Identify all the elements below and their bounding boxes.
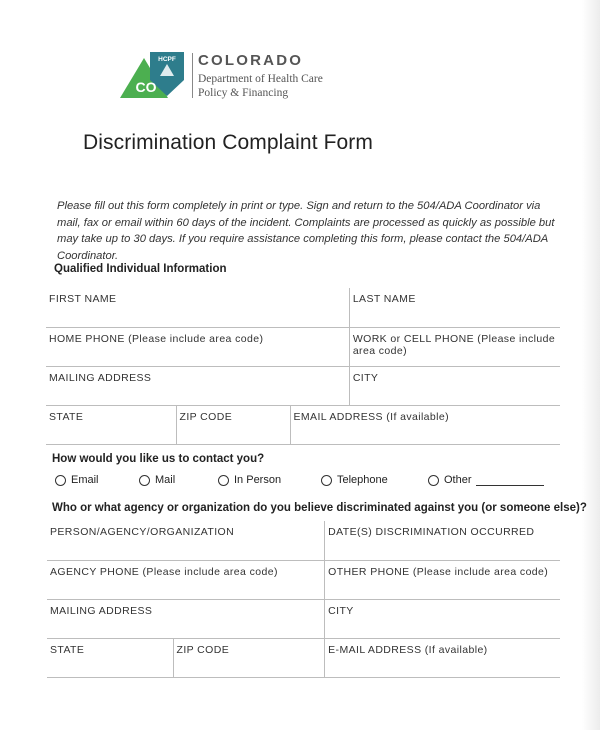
work-phone-label: WORK or CELL PHONE (Please include area code) — [352, 332, 556, 357]
other-phone-field[interactable] — [325, 560, 560, 599]
last-name-field[interactable] — [349, 288, 560, 327]
other-blank-line[interactable] — [476, 475, 544, 486]
agency-city-field[interactable] — [325, 599, 560, 638]
agency-table — [47, 521, 560, 678]
first-name-label: FIRST NAME — [49, 293, 117, 305]
radio-email[interactable] — [55, 475, 66, 486]
logo-dept-line1: Department of Health Care — [198, 73, 323, 85]
logo-divider — [192, 53, 193, 98]
other-phone-label: OTHER PHONE (Please include area code) — [328, 565, 549, 578]
section1-heading: Qualified Individual Information — [54, 263, 227, 275]
contact-option-telephone-label: Telephone — [337, 474, 388, 486]
agency-mailing-address-field[interactable] — [47, 599, 325, 638]
agency-email-field[interactable] — [325, 638, 560, 677]
state-field[interactable] — [46, 405, 176, 444]
contact-option-email-label: Email — [71, 474, 99, 486]
logo-badge-text: HCPF — [158, 56, 176, 63]
hcpf-logo — [120, 50, 190, 100]
agency-question: Who or what agency or organization do you believe discriminated against you (or someone else)? — [52, 502, 587, 514]
mailing-address-label: MAILING ADDRESS — [49, 371, 152, 384]
email-label: EMAIL ADDRESS (If available) — [293, 410, 450, 423]
contact-option-other-label: Other — [444, 474, 472, 486]
agency-city-label: CITY — [328, 604, 354, 617]
first-name-field[interactable] — [46, 288, 349, 327]
qualified-individual-table — [46, 288, 560, 445]
contact-question: How would you like us to contact you? — [52, 453, 265, 465]
agency-state-label: STATE — [50, 643, 85, 656]
state-label: STATE — [49, 410, 84, 423]
agency-phone-label: AGENCY PHONE (Please include area code) — [50, 565, 278, 578]
contact-option-telephone[interactable] — [321, 474, 388, 486]
email-field[interactable] — [290, 405, 560, 444]
contact-option-in-person-label: In Person — [234, 474, 282, 486]
contact-option-mail[interactable] — [139, 474, 175, 486]
agency-zip-field[interactable] — [173, 638, 325, 677]
person-agency-field[interactable] — [47, 521, 325, 560]
city-label: CITY — [352, 371, 379, 384]
zip-label: ZIP CODE — [179, 410, 233, 423]
contact-option-mail-label: Mail — [155, 474, 176, 486]
agency-state-field[interactable] — [47, 638, 173, 677]
agency-email-label: E-MAIL ADDRESS (If available) — [328, 643, 488, 656]
zip-field[interactable] — [176, 405, 290, 444]
radio-mail[interactable] — [139, 475, 150, 486]
radio-telephone[interactable] — [321, 475, 332, 486]
mailing-address-field[interactable] — [46, 366, 349, 405]
contact-options — [55, 474, 555, 490]
page-title: Discrimination Complaint Form — [83, 131, 373, 154]
agency-mailing-address-label: MAILING ADDRESS — [50, 604, 153, 617]
contact-option-email[interactable] — [55, 474, 99, 486]
intro-text: Please fill out this form completely in print or type. Sign and return to the 504/ADA Coordinator via mail, fax or email within 60 days of the incident. Complaints are processed as quickly as possible but may take up to 30 days. If you require assistance completing this form, please contact the 504/ADA Coordinator. — [57, 200, 555, 262]
logo-brand: COLORADO — [198, 52, 304, 69]
agency-zip-label: ZIP CODE — [176, 643, 230, 656]
logo-co-text: CO — [135, 79, 157, 95]
dates-label: DATE(S) DISCRIMINATION OCCURRED — [328, 526, 535, 538]
logo-dept-line2: Policy & Financing — [198, 87, 289, 99]
home-phone-field[interactable] — [46, 327, 349, 366]
logo-text — [198, 52, 323, 100]
agency-phone-field[interactable] — [47, 560, 325, 599]
last-name-label: LAST NAME — [352, 293, 416, 305]
radio-in-person[interactable] — [218, 475, 229, 486]
person-agency-label: PERSON/AGENCY/ORGANIZATION — [50, 526, 235, 538]
contact-option-in-person[interactable] — [218, 474, 281, 486]
radio-other[interactable] — [428, 475, 439, 486]
dates-field[interactable] — [325, 521, 560, 560]
contact-option-other[interactable] — [428, 474, 544, 486]
work-phone-field[interactable] — [349, 327, 560, 366]
home-phone-label: HOME PHONE (Please include area code) — [49, 332, 264, 345]
page-edge-shadow — [582, 0, 600, 730]
city-field[interactable] — [349, 366, 560, 405]
